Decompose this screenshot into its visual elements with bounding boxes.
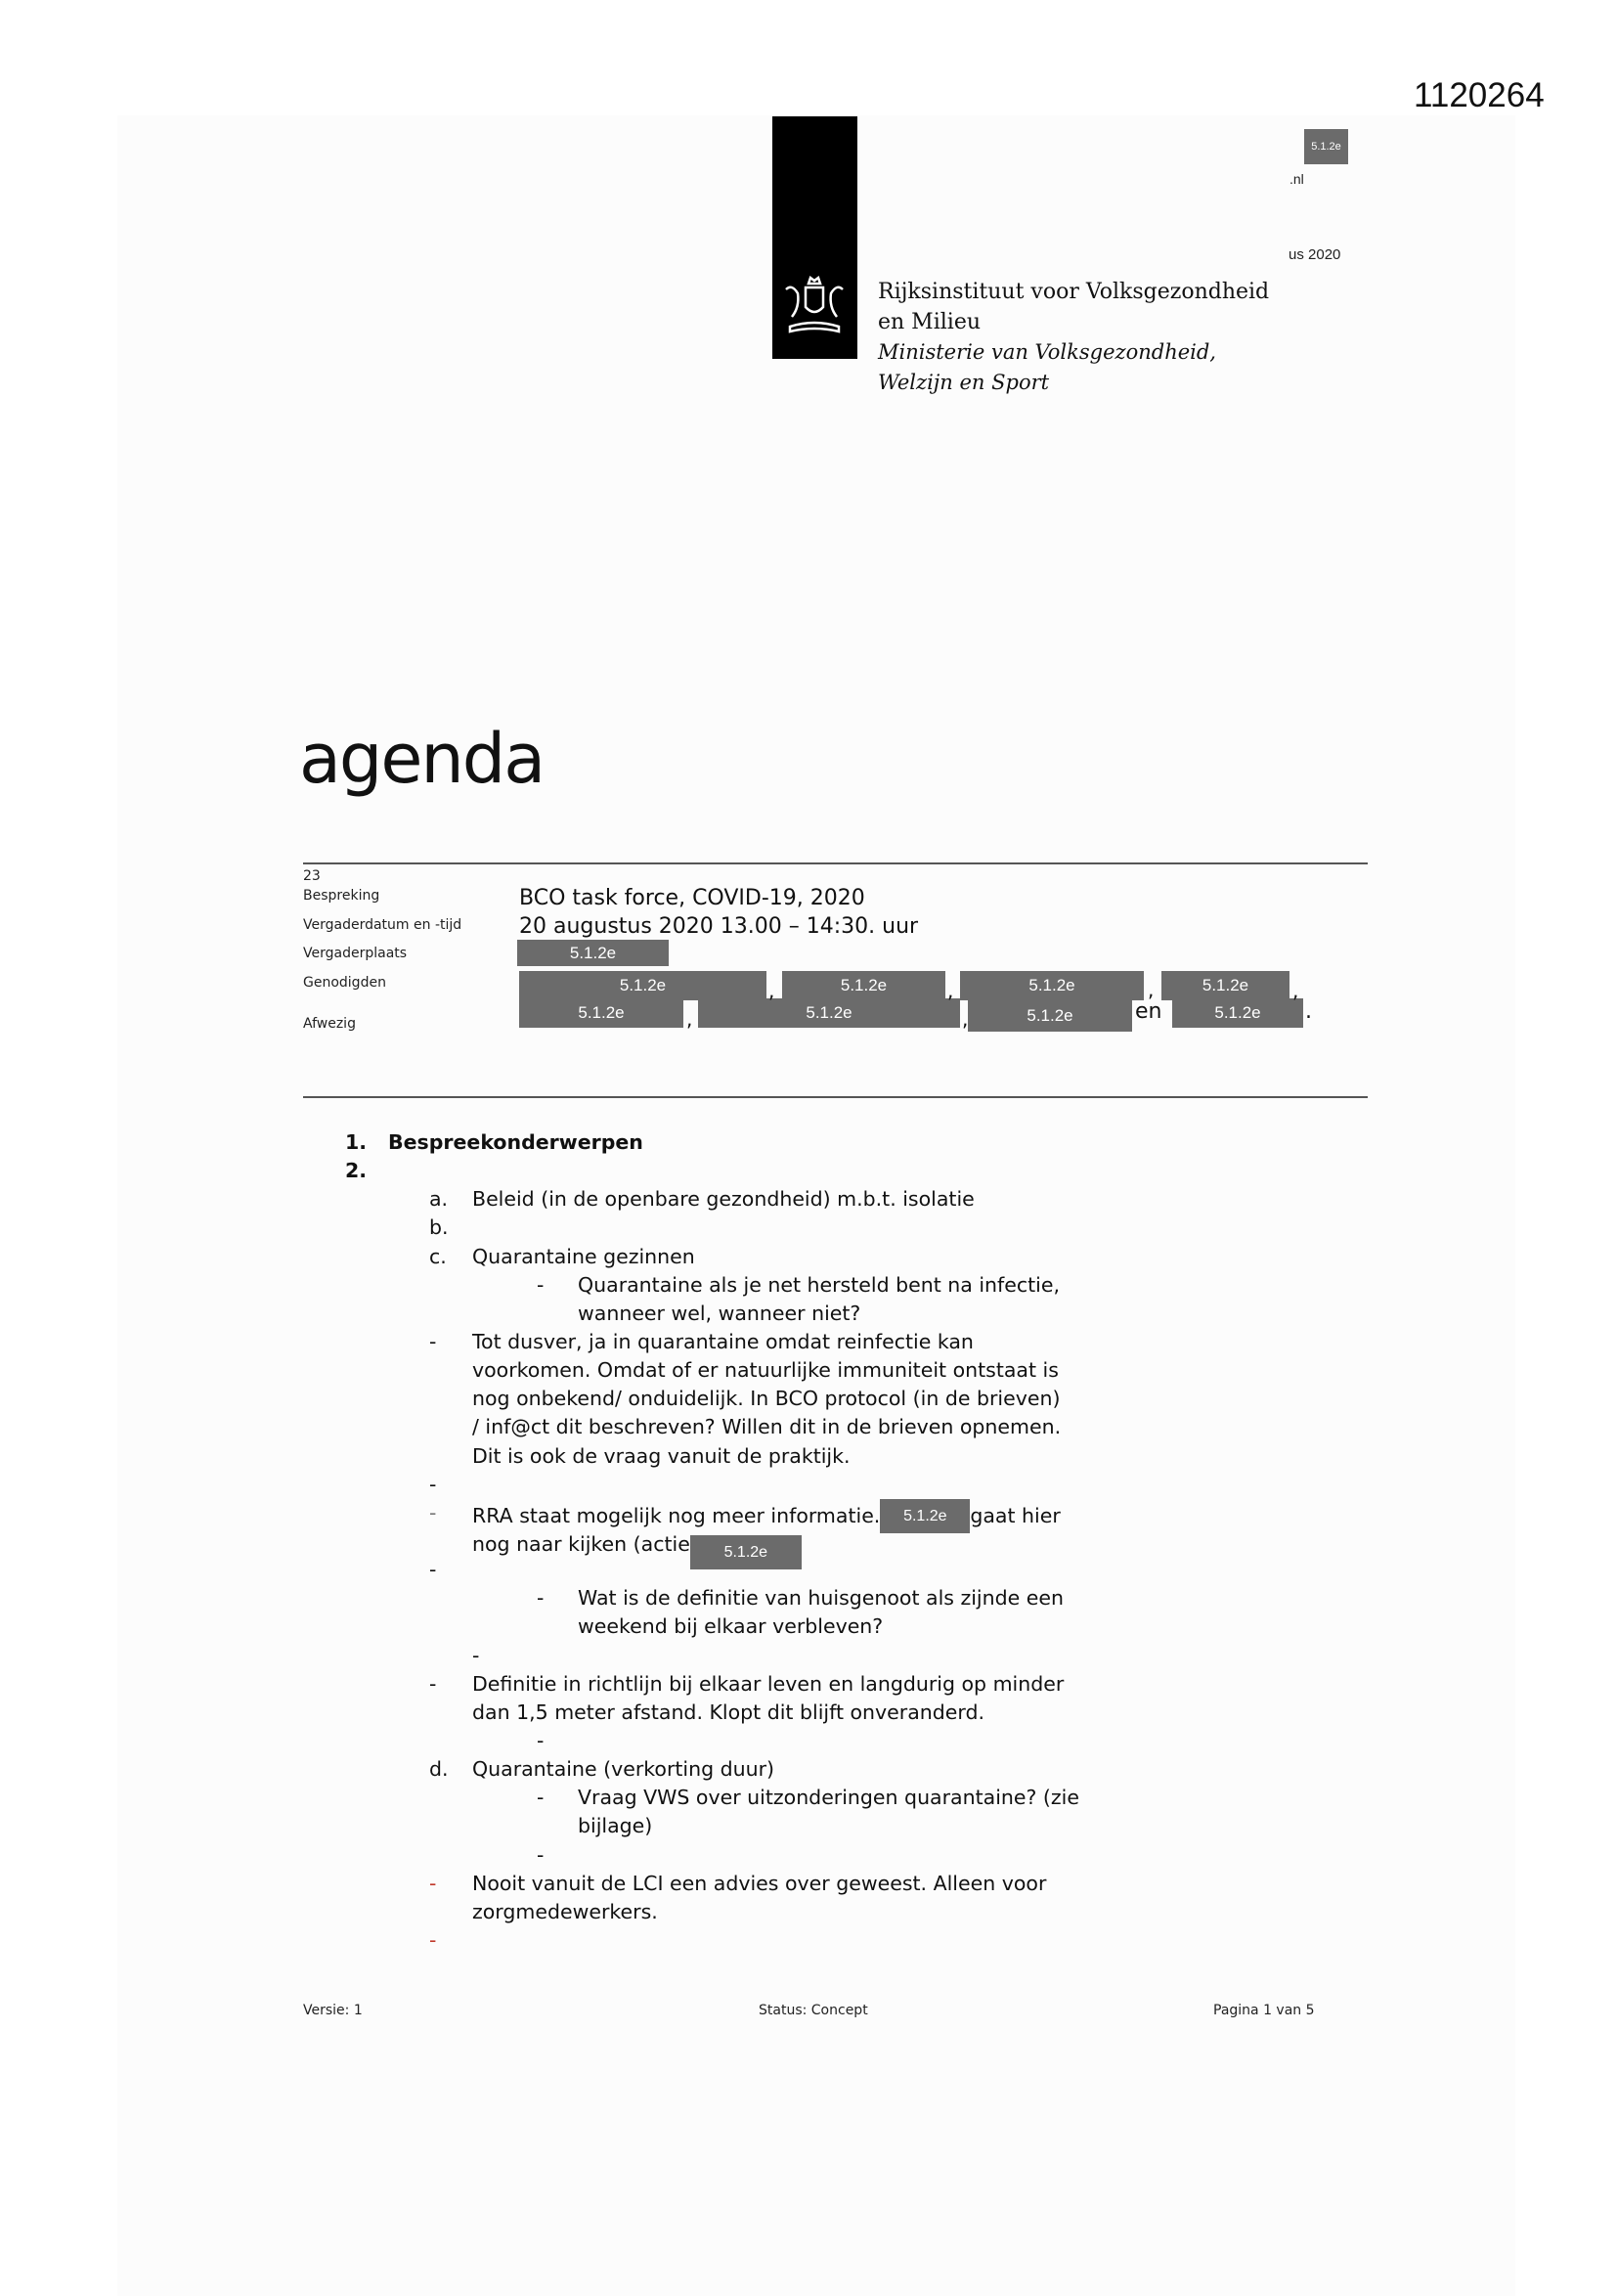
redaction-box: 5.1.2e (960, 971, 1144, 1000)
list-item (0, 1612, 1617, 1641)
label-plaats: Vergaderplaats (303, 946, 408, 961)
redaction-box: 5.1.2e (519, 998, 683, 1028)
item-text: Dit is ook de vraag vanuit de praktijk. (472, 1443, 851, 1468)
item-text: dan 1,5 meter afstand. Klopt dit blijft onveranderd. (472, 1700, 984, 1724)
redaction-box: 5.1.2e (517, 940, 669, 966)
list-item (0, 1755, 1617, 1784)
bullet-dash-red: - (429, 1871, 437, 1895)
list-item (0, 1128, 1617, 1157)
item-text: zorgmedewerkers. (472, 1899, 658, 1923)
item-text: / inf@ct dit beschreven? Willen dit in de brieven opnemen. (472, 1415, 1062, 1439)
bullet-dash: - (537, 1786, 545, 1810)
conjunction: en (1135, 999, 1162, 1024)
list-item (0, 1499, 1617, 1527)
item-text: voorkomen. Omdat of er natuurlijke immuniteit ontstaat is (472, 1358, 1059, 1383)
page-title: agenda (299, 719, 545, 799)
list-item (0, 1185, 1617, 1214)
list-item (0, 1926, 1617, 1955)
text-segment: nog naar kijken (actie (472, 1531, 690, 1556)
item-text: wanneer wel, wanneer niet? (578, 1301, 861, 1325)
document-id: 1120264 (1414, 76, 1545, 114)
list-item (0, 1841, 1617, 1870)
bullet-dash: - (537, 1586, 545, 1611)
label-datum: Vergaderdatum en -tijd (303, 917, 462, 933)
separator: , (1292, 979, 1299, 1002)
item-text: Beleid (in de openbare gezondheid) m.b.t. isolatie (472, 1187, 975, 1212)
bullet-dash: - (429, 1671, 437, 1696)
redaction-box: 5.1.2e (1161, 971, 1289, 1000)
agenda-body (0, 1128, 1617, 1955)
label-bespreking: Bespreking (303, 888, 380, 904)
ministry-name-line2: Welzijn en Sport (878, 371, 1050, 394)
bullet-dash: - (429, 1500, 437, 1524)
section-heading: Bespreekonderwerpen (388, 1130, 643, 1154)
redaction-box: 5.1.2e (519, 971, 766, 1000)
divider (303, 862, 1368, 864)
list-item (0, 1271, 1617, 1300)
list-item (0, 1328, 1617, 1356)
item-text: Quarantaine als je net hersteld bent na infectie, (578, 1272, 1061, 1297)
footer-status: Status: Concept (759, 2003, 868, 2018)
list-item (0, 1356, 1617, 1385)
list-item (0, 1300, 1617, 1328)
list-item (0, 1243, 1617, 1271)
bullet-dash: - (429, 1558, 437, 1582)
separator: , (686, 1007, 693, 1031)
list-item (0, 1812, 1617, 1840)
item-letter: c. (429, 1244, 447, 1268)
list-item (0, 1442, 1617, 1471)
item-text: Vraag VWS over uitzonderingen quarantaine? (zie (578, 1786, 1079, 1810)
bullet-dash: - (537, 1272, 545, 1297)
institute-name-line2: en Milieu (878, 310, 982, 334)
separator: , (768, 979, 775, 1002)
list-item (0, 1670, 1617, 1699)
redaction-box: 5.1.2e (1172, 998, 1303, 1028)
item-letter: a. (429, 1187, 449, 1212)
email-fragment: .nl (1289, 171, 1304, 187)
item-number: 1. (345, 1130, 368, 1154)
item-text: Quarantaine (verkorting duur) (472, 1757, 775, 1782)
list-item (0, 1157, 1617, 1185)
footer-page: Pagina 1 van 5 (1213, 2003, 1315, 2018)
meeting-subject: BCO task force, COVID-19, 2020 (519, 886, 865, 910)
period: . (1305, 999, 1312, 1024)
list-item (0, 1784, 1617, 1812)
bullet-dash-red: - (429, 1927, 437, 1952)
separator: , (1148, 978, 1155, 1001)
bullet-dash: - (472, 1643, 480, 1667)
bullet-dash: - (537, 1728, 545, 1752)
redaction-box: 5.1.2e (880, 1499, 970, 1533)
redaction-box: 5.1.2e (968, 1000, 1132, 1032)
text-segment: RRA staat mogelijk nog meer informatie. (472, 1503, 881, 1527)
list-item (0, 1642, 1617, 1670)
coat-of-arms-icon (776, 270, 852, 338)
item-number: 2. (345, 1159, 368, 1183)
list-item (0, 1413, 1617, 1441)
list-item (0, 1699, 1617, 1727)
bullet-dash: - (429, 1329, 437, 1353)
item-text: Tot dusver, ja in quarantaine omdat reinfectie kan (472, 1329, 974, 1353)
list-item (0, 1556, 1617, 1584)
institute-name: Rijksinstituut voor Volksgezondheid (878, 280, 1270, 304)
separator: , (947, 979, 954, 1002)
list-item (0, 1727, 1617, 1755)
label-genodigden: Genodigden (303, 975, 386, 991)
item-letter: b. (429, 1215, 449, 1240)
separator: , (962, 1007, 969, 1031)
list-item (0, 1584, 1617, 1612)
item-text: Nooit vanuit de LCI een advies over geweest. Alleen voor (472, 1871, 1047, 1895)
date-fragment: us 2020 (1289, 246, 1341, 263)
list-item (0, 1214, 1617, 1242)
redaction-box: 5.1.2e (1304, 129, 1348, 164)
redaction-box: 5.1.2e (690, 1535, 802, 1569)
list-item (0, 1471, 1617, 1499)
meeting-datetime: 20 augustus 2020 13.00 – 14:30. uur (519, 914, 919, 939)
item-text: Definitie in richtlijn bij elkaar leven en langdurig op minder (472, 1671, 1065, 1696)
divider (303, 1096, 1368, 1098)
text-segment: gaat hier (970, 1503, 1061, 1527)
bullet-dash: - (537, 1842, 545, 1867)
bullet-dash: - (429, 1472, 437, 1496)
item-text: nog onbekend/ onduidelijk. In BCO protocol (in de brieven) (472, 1387, 1061, 1411)
item-text: weekend bij elkaar verbleven? (578, 1614, 884, 1639)
list-item (0, 1385, 1617, 1413)
item-text: Quarantaine gezinnen (472, 1244, 695, 1268)
meeting-number: 23 (303, 868, 321, 884)
redaction-box: 5.1.2e (782, 971, 945, 1000)
list-item (0, 1870, 1617, 1898)
list-item (0, 1527, 1617, 1561)
list-item (0, 1898, 1617, 1926)
footer-version: Versie: 1 (303, 2003, 363, 2018)
item-letter: d. (429, 1757, 449, 1782)
label-afwezig: Afwezig (303, 1016, 356, 1032)
ministry-name: Ministerie van Volksgezondheid, (878, 340, 1216, 364)
item-text: Wat is de definitie van huisgenoot als zijnde een (578, 1586, 1064, 1611)
item-text: bijlage) (578, 1814, 653, 1838)
redaction-box: 5.1.2e (698, 998, 960, 1028)
